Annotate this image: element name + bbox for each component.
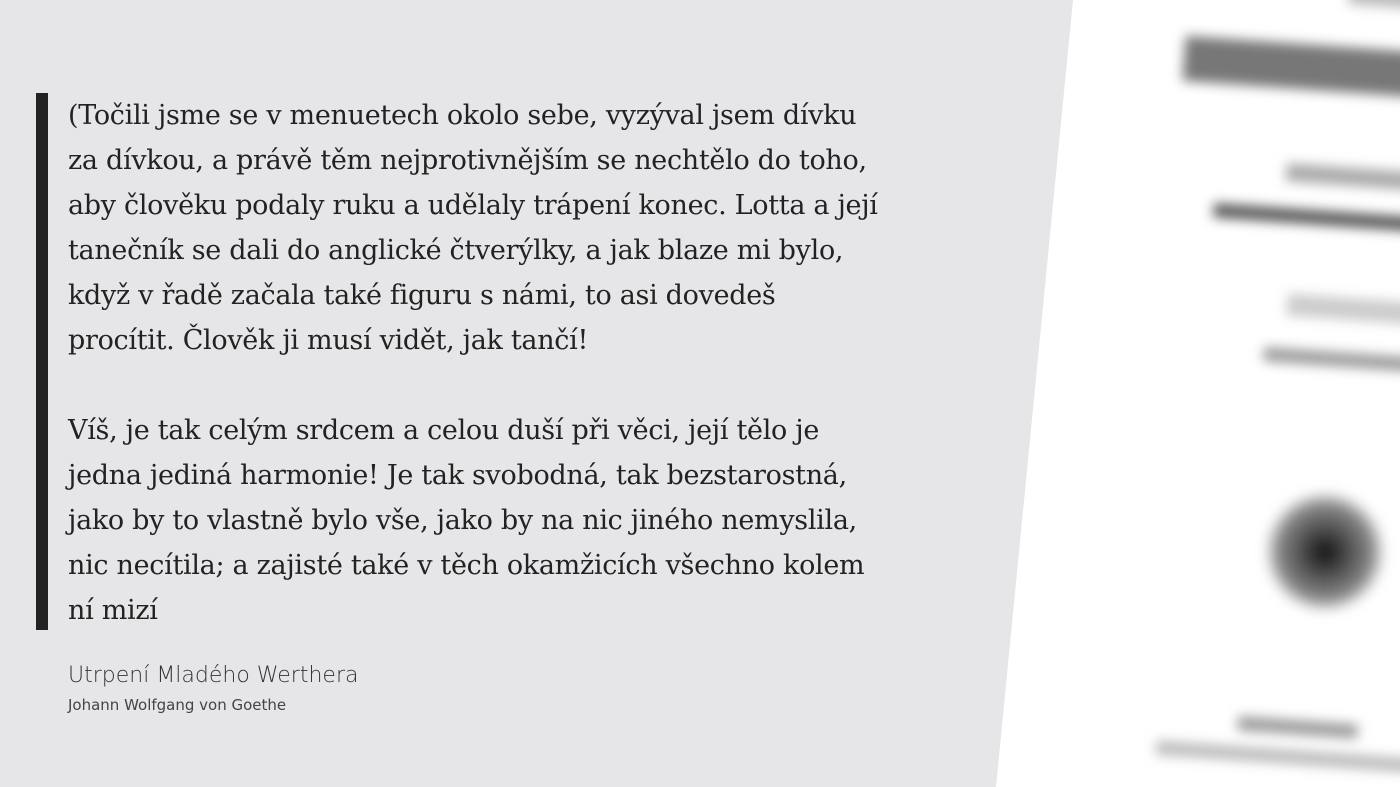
quote-line: jedna jediná harmonie! Je tak svobodná, tak bezstarostná,	[68, 460, 847, 491]
quote-paragraph-1	[68, 93, 938, 363]
quote-line: jako by to vlastně bylo vše, jako by na nic jiného nemyslila,	[68, 505, 857, 536]
attribution	[68, 660, 358, 718]
quote-text	[68, 93, 938, 633]
quote-paragraph-2	[68, 408, 938, 633]
quote-line: za dívkou, a právě těm nejprotivnějším se nechtělo do toho,	[68, 145, 867, 176]
quote-line: nic necítila; a zajisté také v těch okamžicích všechno kolem	[68, 550, 865, 581]
quote-line: Víš, je tak celým srdcem a celou duší při věci, její tělo je	[68, 415, 820, 446]
quote-bar	[36, 93, 48, 630]
book-author: Johann Wolfgang von Goethe	[68, 696, 287, 714]
book-title: Utrpení Mladého Werthera	[68, 663, 359, 688]
blurred-title-page	[1121, 0, 1400, 787]
ornament-icon	[1261, 488, 1389, 616]
quote-line: (Točili jsme se v menuetech okolo sebe, vyzýval jsem dívku	[68, 100, 857, 131]
quote-line: tanečník se dali do anglické čtverýlky, a jak blaze mi bylo,	[68, 235, 844, 266]
quote-line: když v řadě začala také figuru s námi, to asi dovedeš	[68, 280, 776, 311]
quote-line: procítit. Člověk ji musí vidět, jak tančí!	[68, 325, 589, 356]
quote-line: aby člověku podaly ruku a udělaly trápení konec. Lotta a její	[68, 190, 878, 221]
quote-line: ní mizí	[68, 595, 158, 626]
